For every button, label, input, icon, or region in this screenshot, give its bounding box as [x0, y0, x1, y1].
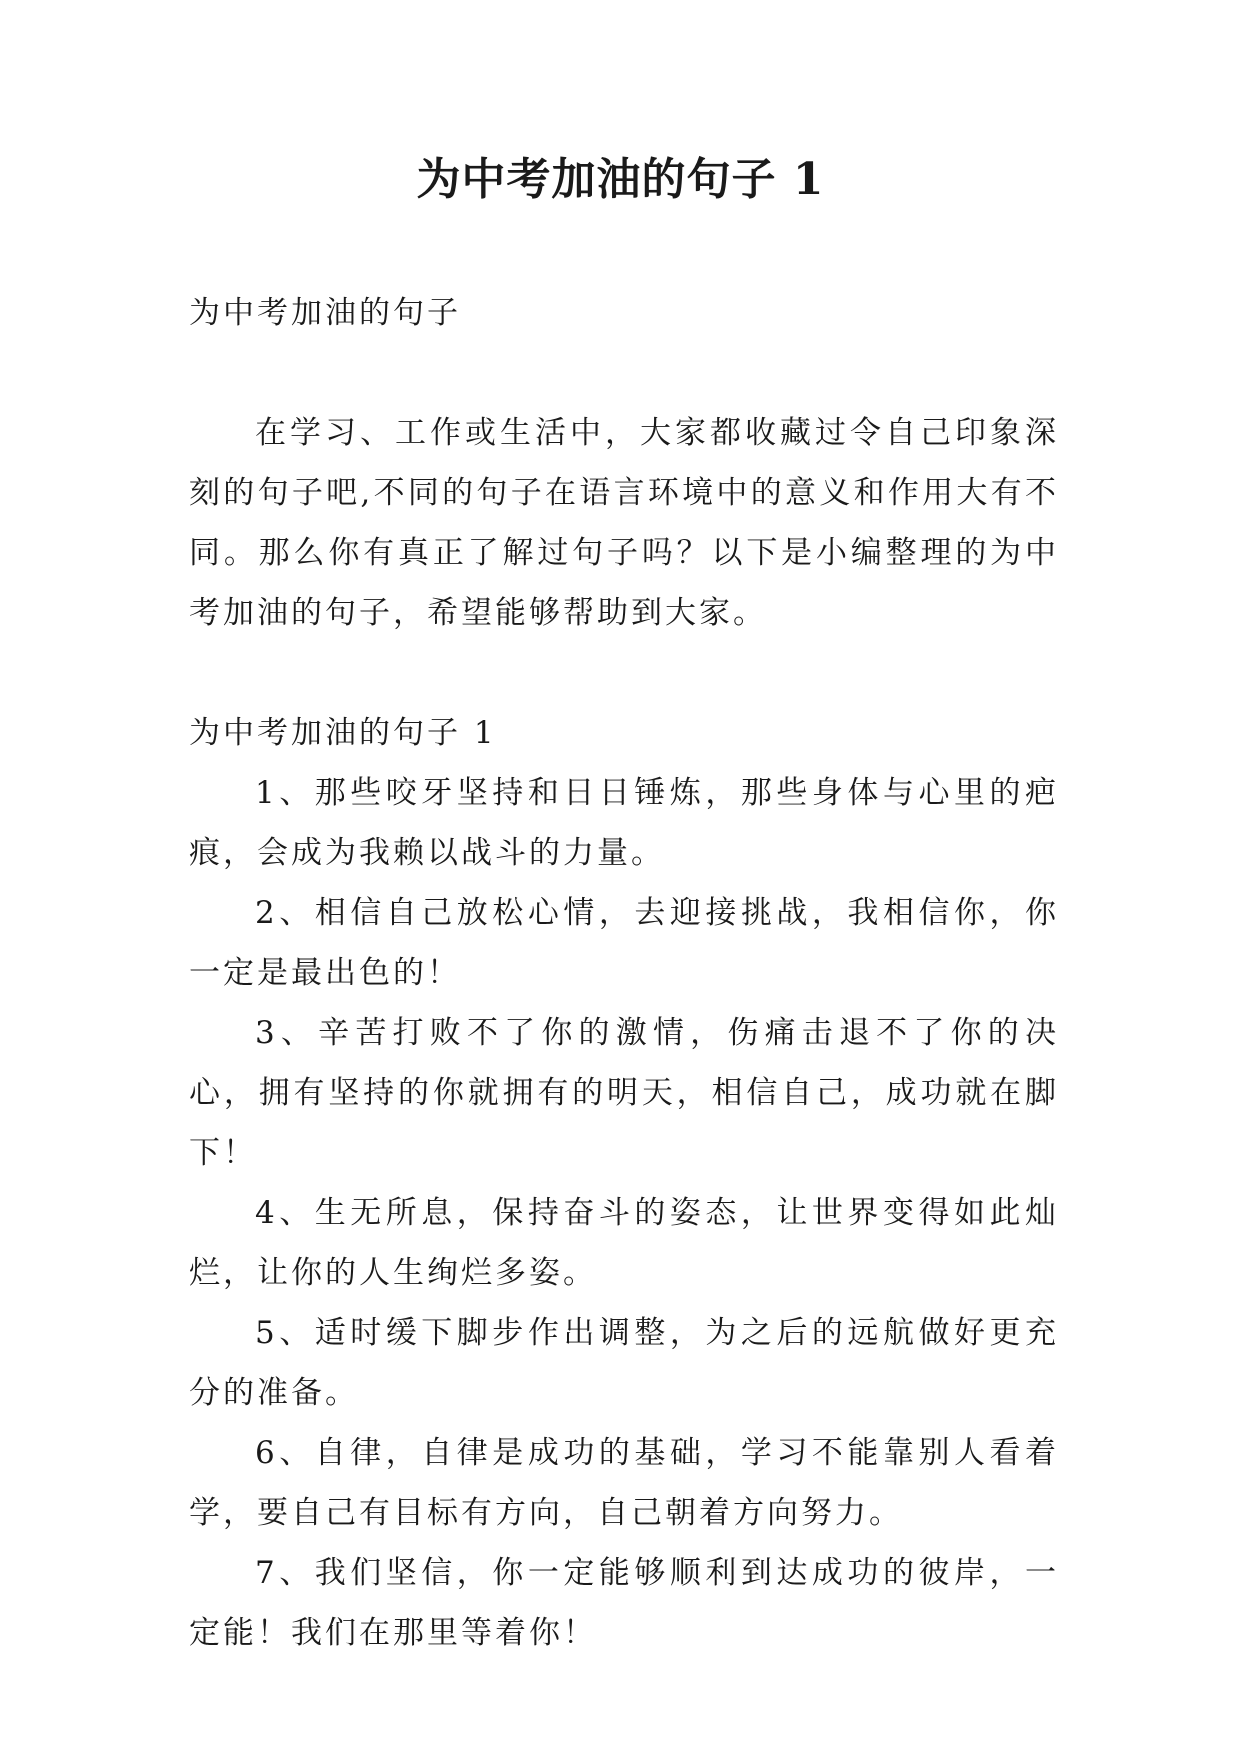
list-item: 7、我们坚信，你一定能够顺利到达成功的彼岸，一定能！我们在那里等着你！	[189, 1555, 1059, 1651]
section-heading: 为中考加油的句子 1	[189, 715, 497, 751]
list-item: 1、那些咬牙坚持和日日锤炼，那些身体与心里的疤痕，会成为我赖以战斗的力量。	[189, 775, 1059, 871]
list-item: 2、相信自己放松心情，去迎接挑战，我相信你，你一定是最出色的！	[189, 895, 1059, 991]
list-item: 5、适时缓下脚步作出调整，为之后的远航做好更充分的准备。	[189, 1315, 1059, 1411]
list-item: 6、自律，自律是成功的基础，学习不能靠别人看着学，要自己有目标有方向，自己朝着方向努力。	[189, 1435, 1059, 1531]
document-subtitle: 为中考加油的句子	[189, 295, 461, 331]
document-body	[189, 283, 1059, 1663]
list-item: 4、生无所息，保持奋斗的姿态，让世界变得如此灿烂，让你的人生绚烂多姿。	[189, 1195, 1059, 1291]
intro-paragraph: 在学习、工作或生活中，大家都收藏过令自己印象深刻的句子吧,不同的句子在语言环境中的意义和作用大有不同。那么你有真正了解过句子吗？以下是小编整理的为中考加油的句子，希望能够帮助到大家。	[189, 415, 1059, 631]
document-title: 为中考加油的句子 1	[416, 154, 825, 205]
list-item: 3、辛苦打败不了你的激情，伤痛击退不了你的决心，拥有坚持的你就拥有的明天，相信自己，成功就在脚下！	[189, 1015, 1059, 1171]
